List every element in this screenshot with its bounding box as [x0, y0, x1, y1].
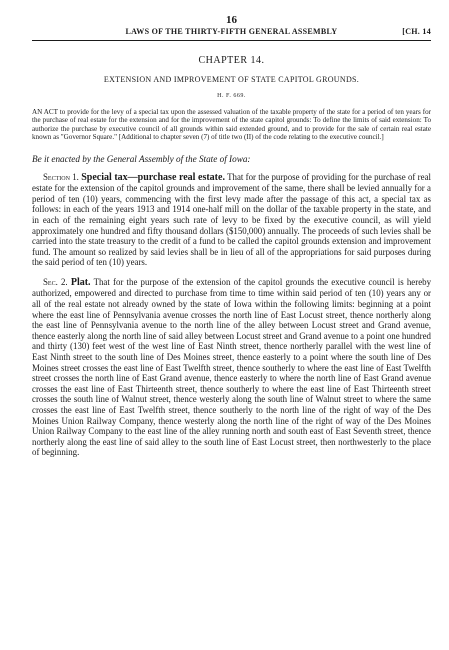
header-rule — [32, 40, 431, 41]
section-label: Sec. 2. — [43, 276, 68, 287]
section-text: That for the purpose of the extension of the capitol grounds the executive council is hereby authorized, empowered and directed to purchase from time to time within said period of ten (10) years any or all of the real estate not already owned by the state of Iowa within the following limits: beginning at a point where the east line of Pennsylvania avenue crosses the north line of East Locust street, thence northerly along the east line of Pennsylvania avenue to the north line of the alley between Locust street and Grand avenue, thence easterly along the north line of said alley between Locust street and Grand avenue to a point one hundred and thirty (130) feet west of the west line of East Ninth street, thence northerly parallel with the west line of East Ninth street to the south line of Des Moines street, thence easterly to a point where the south line of Des Moines street crosses the east line of East Twelfth street, thence southerly to where the east line of East Twelfth street crosses the north line of East Grand avenue, thence easterly to where the north line of East Grand avenue crosses the east line of East Thirteenth street, thence southerly to where the east line of East Thirteenth street crosses the south line of Walnut street, thence westerly along the south line of Walnut street to where the same crosses the east line of East Twelfth street, thence southerly to the north line of the right of way of the Des Moines Union Railway Company, thence westerly along the north line of the right of way of the Des Moines Union Railway Company to the east line of the alley running north and south east of East Seventh street, thence northerly along the east line of said alley to the south line of East Locust street, then northwesterly to the place of beginning. — [32, 276, 432, 458]
enacting-clause: Be it enacted by the General Assembly of the State of Iowa: — [32, 153, 251, 164]
chapter-title: CHAPTER 14. — [198, 55, 265, 66]
running-header — [32, 27, 431, 37]
section-title: Special tax—purchase real estate. — [81, 171, 225, 183]
page-number: 16 — [226, 14, 237, 26]
running-title: LAWS OF THE THIRTY-FIFTH GENERAL ASSEMBLY — [125, 27, 338, 36]
bill-number: H. F. 669. — [217, 93, 246, 99]
section-2 — [32, 277, 431, 458]
act-summary: AN ACT to provide for the levy of a special tax upon the assessed valuation of the taxable property of the state for a period of ten years for the purchase of real estate for the extension and for the improvement of the state capitol grounds: To define the limits of said extension: To authorize the purchase by executive council of all grounds within said extended ground, and to provide for the sale of certain real estate known as "Governor Square." [Additional to chapter seven (7) of title two (II) of the code relating to the executive council.] — [32, 108, 431, 142]
section-title: Plat. — [70, 276, 91, 288]
chapter-reference: [CH. 14 — [402, 27, 431, 36]
chapter-subtitle: EXTENSION AND IMPROVEMENT OF STATE CAPITOL GROUNDS. — [103, 75, 360, 84]
section-label: Section 1. — [43, 171, 79, 182]
section-1 — [32, 172, 431, 268]
section-text: That for the purpose of providing for the purchase of real estate for the extension of the capitol grounds and improvement of the same, there shall be levied annually for a period of ten (10) years, commencing with the first levy made after the passage of this act, a special tax as follows: in each of the years 1913 and 1914 one-half mill on the dollar of the taxable property in the state, and in each of the remaining eight years such rate of levy to be fixed by the executive council, as will yield approximately one hundred and fifty thousand dollars ($150,000) annually. The proceeds of such levies shall be carried into the state treasury to the credit of a fund to be called the capitol grounds extension and improvement fund. The amount so realized by said levies shall be in lieu of all of the appropriations for said purposes during the said period of ten (10) years. — [32, 171, 431, 268]
